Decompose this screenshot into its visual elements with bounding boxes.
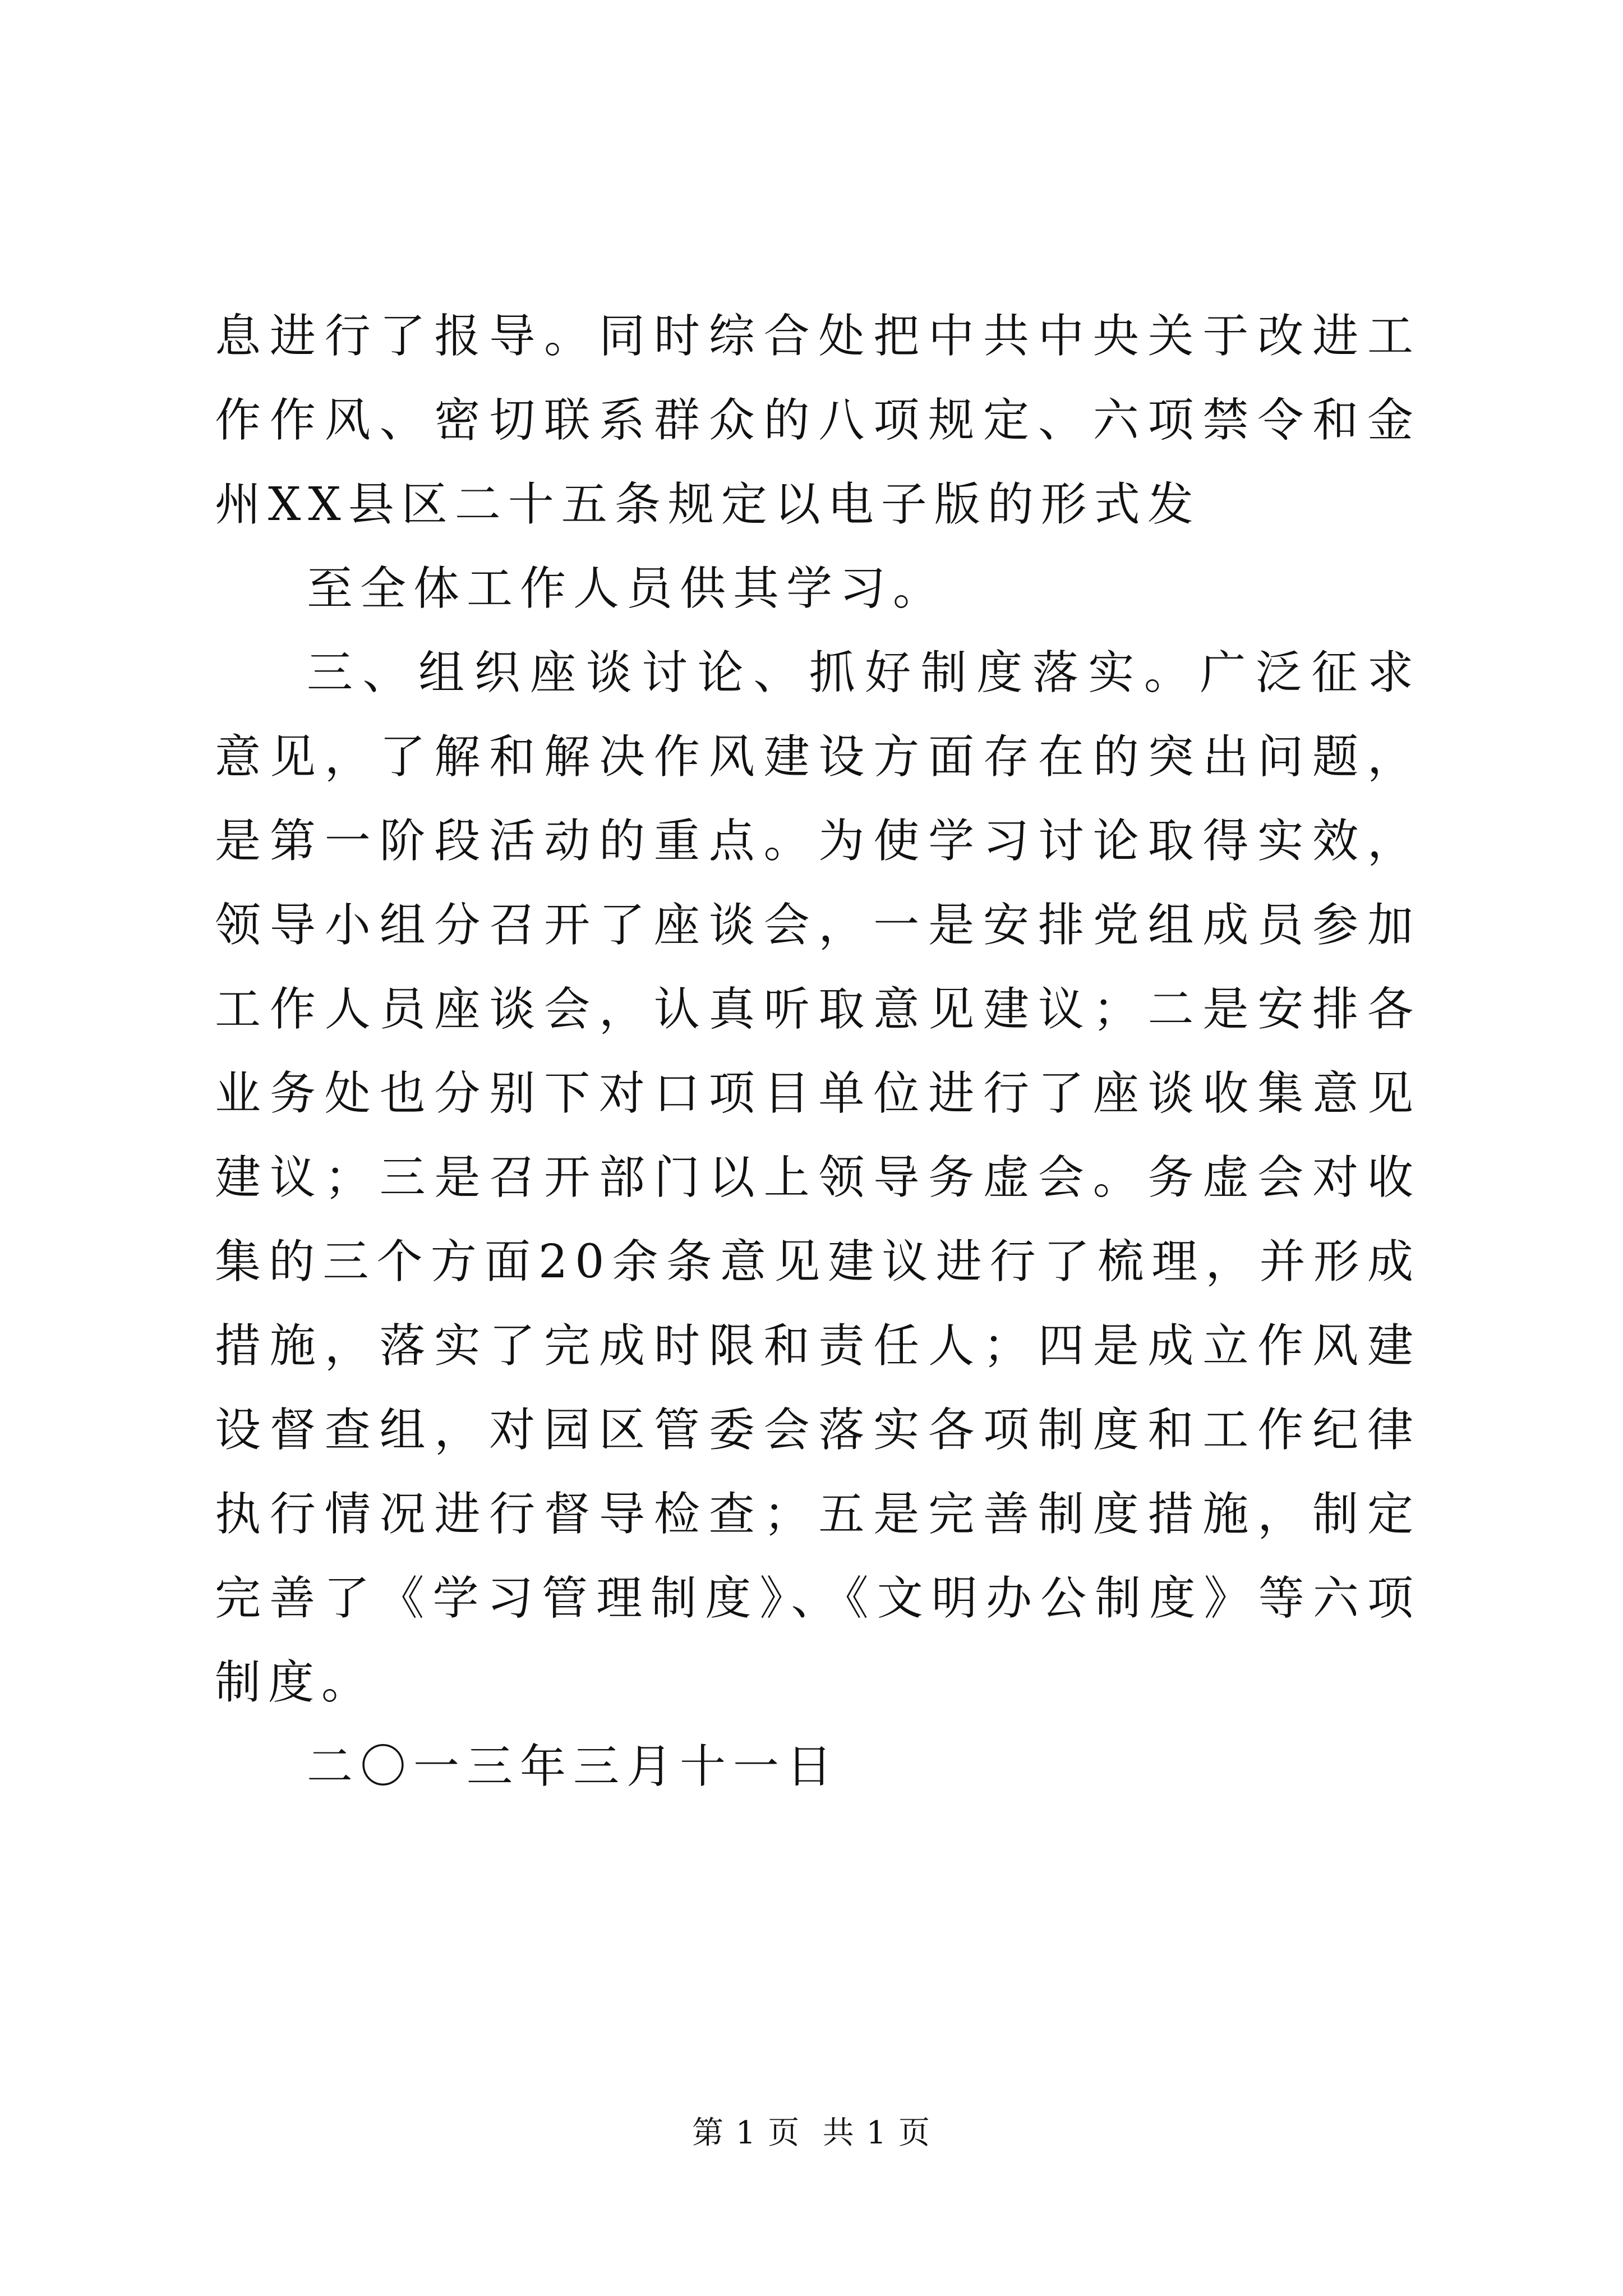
paragraph-study-distribution: 至全体工作人员供其学习。 xyxy=(307,562,947,615)
page-footer xyxy=(0,2108,1623,2153)
document-date: 二〇一三年三月十一日 xyxy=(307,1740,840,1793)
page-number-label: 第 1 页 共 1 页 xyxy=(691,2115,932,2151)
paragraph-continuation: 息进行了报导。同时综合处把中共中央关于改进工作作风、密切联系群众的八项规定、六项禁令和金州XX县区二十五条规定以电子版的形式发 xyxy=(215,310,1421,531)
document-body xyxy=(215,295,1421,1809)
paragraph-section-three: 三、组织座谈讨论、抓好制度落实。广泛征求意见，了解和解决作风建设方面存在的突出问题，是第一阶段活动的重点。为使学习讨论取得实效，领导小组分召开了座谈会，一是安排党组成员参加工作人员座谈会，认真听取意见建议；二是安排各业务处也分别下对口项目单位进行了座谈收集意见建议；三是召开部门以上领导务虚会。务虚会对收集的三个方面20余条意见建议进行了梳理，并形成措施，落实了完成时限和责任人；四是成立作风建设督查组，对园区管委会落实各项制度和工作纪律执行情况进行督导检查；五是完善制度措施，制定完善了《学习管理制度》、《文明办公制度》等六项制度。 xyxy=(215,646,1421,1709)
